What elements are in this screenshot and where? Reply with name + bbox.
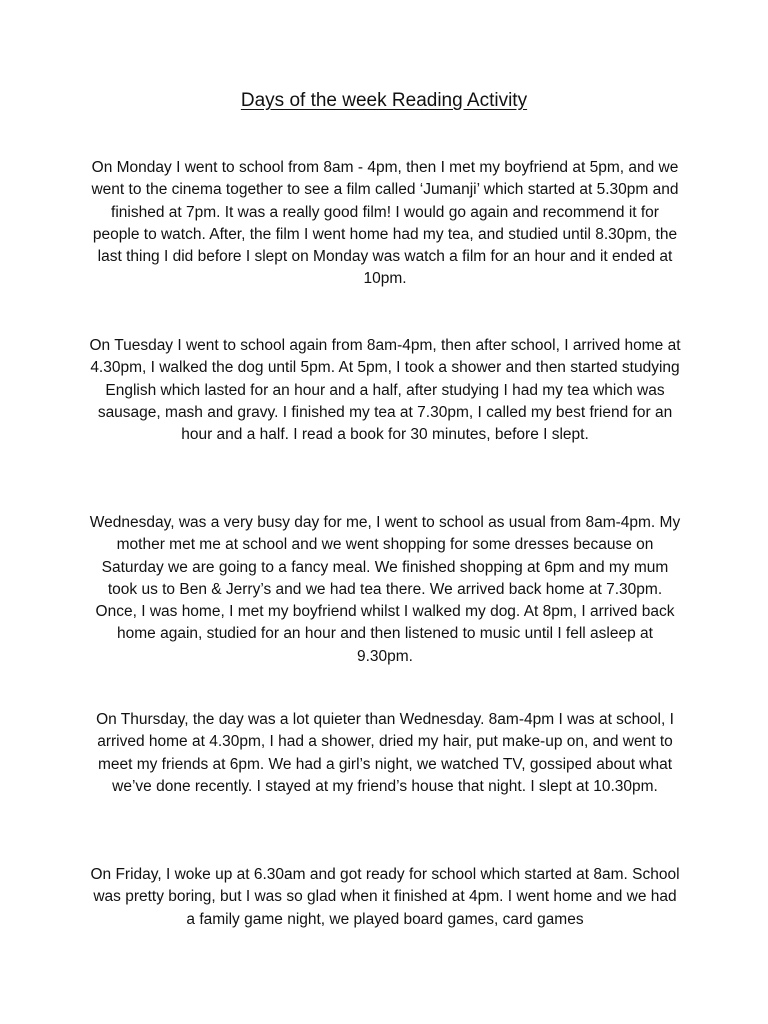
page-title: Days of the week Reading Activity bbox=[240, 90, 528, 111]
paragraph-thursday: On Thursday, the day was a lot quieter than Wednesday. 8am-4pm I was at school, I arrived home at 4.30pm, I had a shower, dried my hair, put make-up on, and went to meet my friends at 6pm. We had a girl’s night, we watched TV, gossiped about what we’ve done recently. I stayed at my friend’s house that night. I slept at 10.30pm. bbox=[96, 711, 674, 795]
paragraph-monday: On Monday I went to school from 8am - 4pm, then I met my boyfriend at 5pm, and we went to the cinema together to see a film called ‘Jumanji’ which started at 5.30pm and finished at 7pm. It was a really good film! I would go again and recommend it for people to watch. After, the film I went home had my tea, and studied until 8.30pm, the last thing I did before I slept on Monday was watch a film for an hour and it ended at 10pm. bbox=[91, 159, 679, 288]
paragraph-friday: On Friday, I woke up at 6.30am and got ready for school which started at 8am. School was pretty boring, but I was so glad when it finished at 4pm. I went home and we had a family game night, we played board games, card games bbox=[90, 866, 680, 928]
paragraph-tuesday: On Tuesday I went to school again from 8am-4pm, then after school, I arrived home at 4.30pm, I walked the dog until 5pm. At 5pm, I took a shower and then started studying English which lasted for an hour and a half, after studying I had my tea which was sausage, mash and gravy. I finished my tea at 7.30pm, I called my best friend for an hour and a half. I read a book for 30 minutes, before I slept. bbox=[89, 337, 681, 444]
paragraph-wednesday: Wednesday, was a very busy day for me, I went to school as usual from 8am-4pm. My mother met me at school and we went shopping for some dresses because on Saturday we are going to a fancy meal. We finished shopping at 6pm and my mum took us to Ben & Jerry’s and we had tea there. We arrived back home at 7.30pm. Once, I was home, I met my boyfriend whilst I walked my dog. At 8pm, I arrived back home again, studied for an hour and then listened to music until I fell asleep at 9.30pm. bbox=[89, 514, 681, 665]
